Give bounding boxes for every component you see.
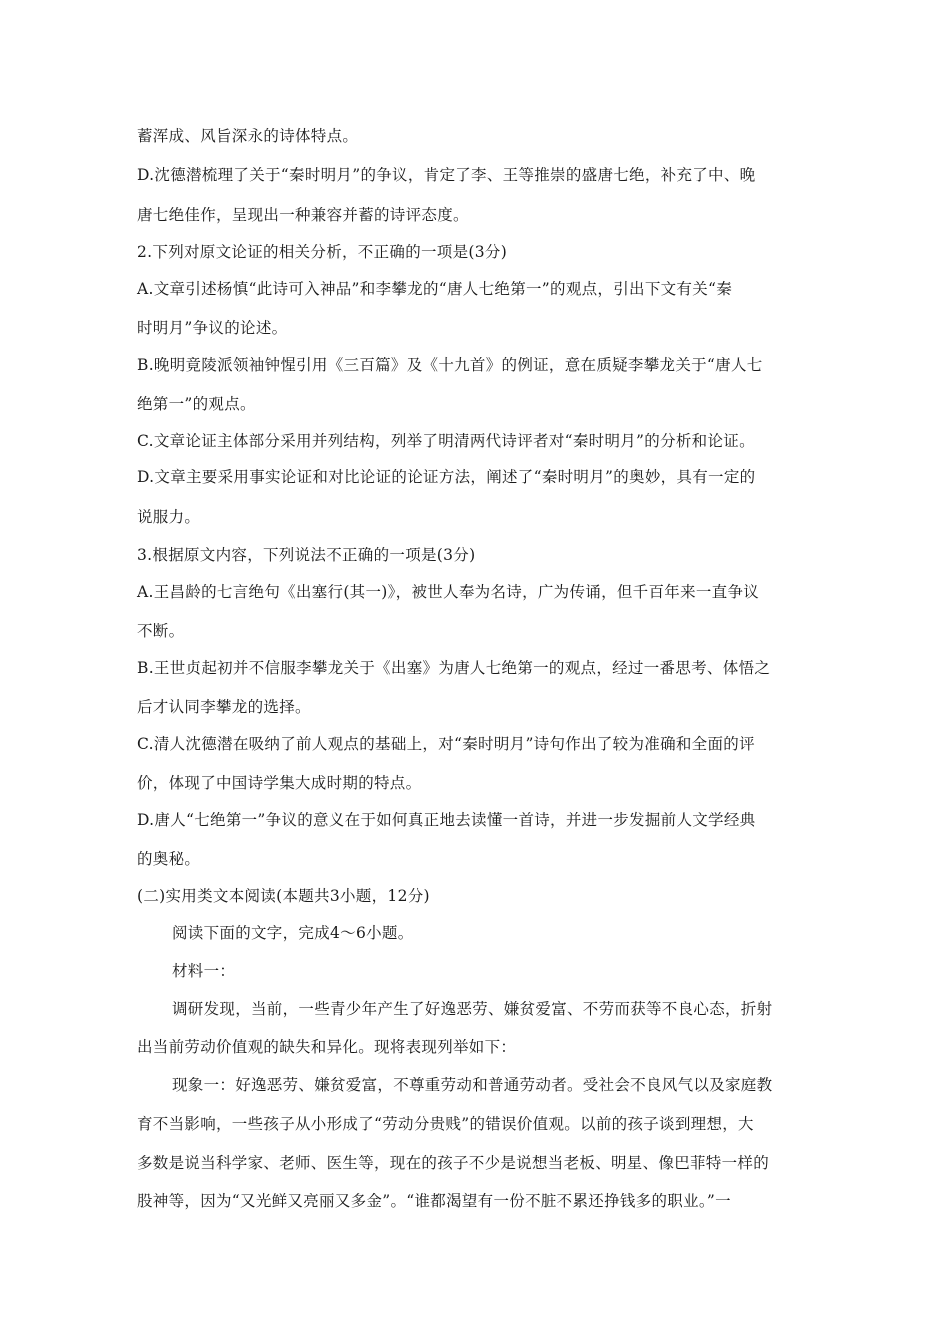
paragraph-line: 调研发现，当前，一些青少年产生了好逸恶劳、嫌贫爱富、不劳而获等不良心态，折射 — [172, 1000, 773, 1018]
text-line: 后才认同李攀龙的选择。 — [137, 698, 311, 716]
text-line: 的奥秘。 — [137, 850, 201, 868]
option-line: B.晚明竟陵派领袖钟惺引用《三百篇》及《十九首》的例证，意在质疑李攀龙关于“唐人七 — [137, 356, 763, 374]
section-heading: (二)实用类文本阅读(本题共3小题，12分) — [137, 887, 430, 905]
option-line: C.清人沈德潜在吸纳了前人观点的基础上，对“秦时明月”诗句作出了较为准确和全面的评 — [137, 735, 755, 753]
text-line: 绝第一”的观点。 — [137, 395, 256, 413]
material-label: 材料一： — [172, 962, 236, 980]
paragraph-line: 出当前劳动价值观的缺失和异化。现将表现列举如下： — [137, 1038, 517, 1056]
text-line: 不断。 — [137, 622, 185, 640]
text-line: 说服力。 — [137, 508, 201, 526]
text-line: 唐七绝佳作，呈现出一种兼容并蓄的诗评态度。 — [137, 206, 469, 224]
paragraph-line: 现象一：好逸恶劳、嫌贫爱富，不尊重劳动和普通劳动者。受社会不良风气以及家庭教 — [172, 1076, 773, 1094]
question-heading: 2.下列对原文论证的相关分析，不正确的一项是(3分) — [137, 243, 508, 261]
paragraph-line: 股神等，因为“又光鲜又亮丽又多金”。“谁都渴望有一份不脏不累还挣钱多的职业。”一 — [137, 1192, 731, 1210]
option-line: D.文章主要采用事实论证和对比论证的论证方法，阐述了“秦时明月”的奥妙，具有一定的 — [137, 468, 756, 486]
text-line: 蓄浑成、风旨深永的诗体特点。 — [137, 127, 359, 145]
paragraph-line: 多数是说当科学家、老师、医生等，现在的孩子不少是说想当老板、明星、像巴菲特一样的 — [137, 1154, 770, 1172]
option-line: C.文章论证主体部分采用并列结构，列举了明清两代诗评者对“秦时明月”的分析和论证。 — [137, 432, 755, 450]
text-line: 价，体现了中国诗学集大成时期的特点。 — [137, 774, 422, 792]
option-line: A.文章引述杨慎“此诗可入神品”和李攀龙的“唐人七绝第一”的观点，引出下文有关“秦 — [137, 280, 733, 298]
option-line: B.王世贞起初并不信服李攀龙关于《出塞》为唐人七绝第一的观点，经过一番思考、体悟之 — [137, 659, 771, 677]
text-line: 时明月”争议的论述。 — [137, 319, 288, 337]
option-line: D.唐人“七绝第一”争议的意义在于如何真正地去读懂一首诗，并进一步发掘前人文学经典 — [137, 811, 756, 829]
paragraph-line: 育不当影响，一些孩子从小形成了“劳动分贵贱”的错误价值观。以前的孩子谈到理想，大 — [137, 1115, 754, 1133]
text-line: D.沈德潜梳理了关于“秦时明月”的争议，肯定了李、王等推崇的盛唐七绝，补充了中、晚 — [137, 166, 756, 184]
option-line: A.王昌龄的七言绝句《出塞行(其一)》，被世人奉为名诗，广为传诵，但千百年来一直争议 — [137, 583, 760, 601]
question-heading: 3.根据原文内容，下列说法不正确的一项是(3分) — [137, 546, 476, 564]
instruction-line: 阅读下面的文字，完成4～6小题。 — [172, 924, 414, 942]
